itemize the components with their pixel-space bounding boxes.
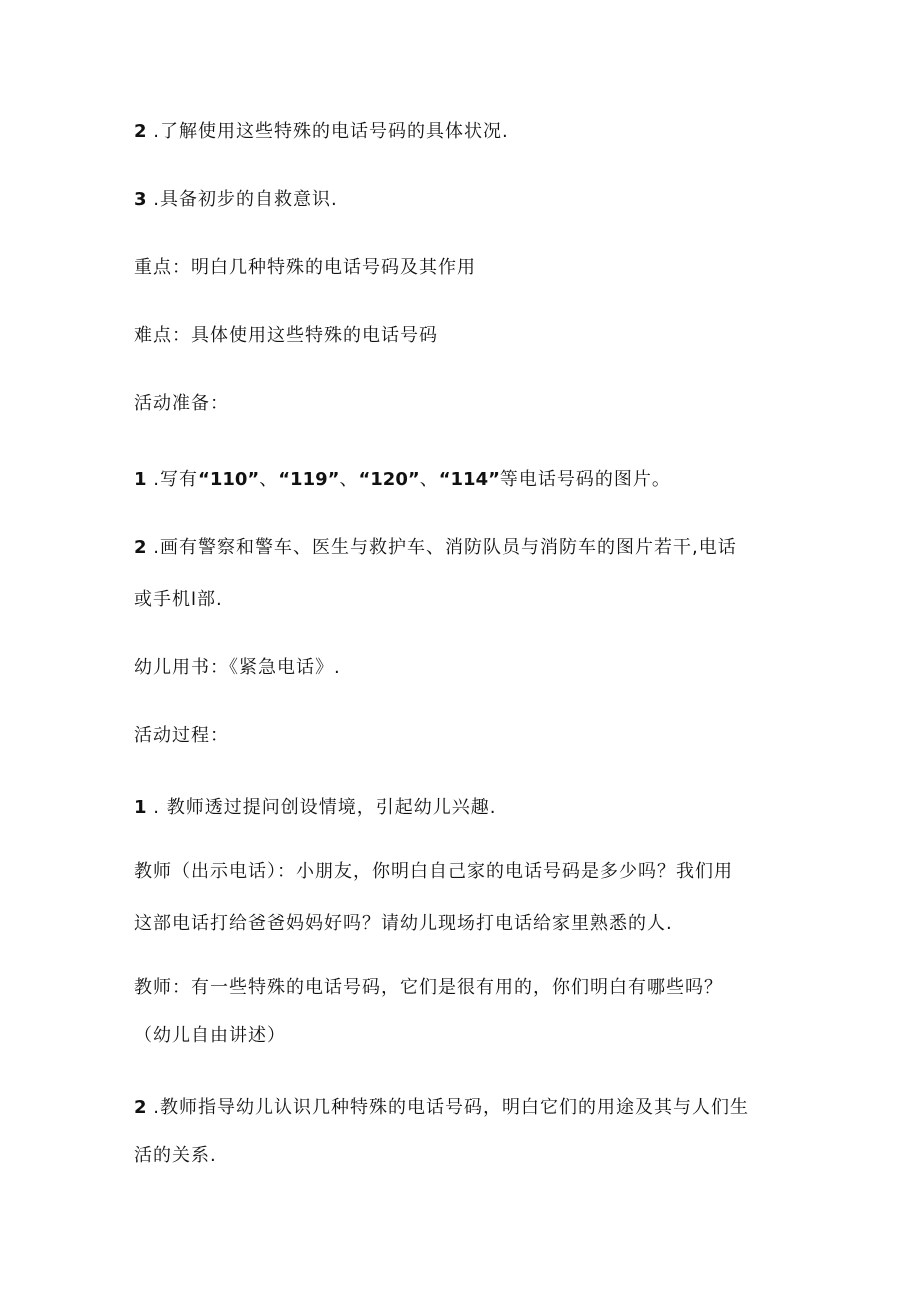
list-text: .画有警察和警车、医生与救护车、消防队员与消防车的图片若干,电话 <box>146 537 737 558</box>
separator: 、 <box>419 469 439 490</box>
phone-number-110: “110” <box>197 469 260 490</box>
preparation-1 <box>134 468 671 492</box>
children-book: 幼儿用书：《紧急电话》. <box>134 657 341 678</box>
list-text: .写有 <box>146 469 198 490</box>
list-number: 1 <box>134 469 147 490</box>
key-point: 重点：明白几种特殊的电话号码及其作用 <box>134 257 476 278</box>
process-2-continued: 活的关系. <box>134 1145 217 1166</box>
process-2 <box>134 1096 749 1120</box>
list-text: .了解使用这些特殊的电话号码的具体状况. <box>146 121 509 142</box>
separator: 、 <box>259 469 279 490</box>
phone-number-114: “114” <box>438 469 500 490</box>
teacher-dialogue-2: 教师：有一些特殊的电话号码，它们是很有用的，你们明白有哪些吗？ <box>134 977 723 998</box>
list-number: 2 <box>134 1097 147 1118</box>
separator: 、 <box>339 469 359 490</box>
objective-3 <box>134 188 338 212</box>
list-text: . 教师透过提问创设情境，引起幼儿兴趣. <box>146 797 497 818</box>
list-number: 3 <box>134 189 147 210</box>
difficult-point: 难点：具体使用这些特殊的电话号码 <box>134 325 438 346</box>
list-number: 1 <box>134 797 147 818</box>
preparation-2-continued: 或手机l部. <box>134 589 223 610</box>
list-text: .教师指导幼儿认识几种特殊的电话号码，明白它们的用途及其与人们生 <box>146 1097 749 1118</box>
phone-number-119: “119” <box>278 469 340 490</box>
process-1 <box>134 796 496 820</box>
children-response: （幼儿自由讲述） <box>134 1025 286 1046</box>
objective-2 <box>134 120 509 144</box>
teacher-dialogue-1: 教师（出示电话）：小朋友，你明白自己家的电话号码是多少吗？我们用 <box>134 861 733 882</box>
phone-number-120: “120” <box>358 469 420 490</box>
section-heading-preparation: 活动准备： <box>134 393 229 414</box>
list-number: 2 <box>134 121 147 142</box>
list-text: 等电话号码的图片。 <box>499 469 671 490</box>
preparation-2 <box>134 536 737 560</box>
section-heading-process: 活动过程： <box>134 725 229 746</box>
list-number: 2 <box>134 537 147 558</box>
list-text: .具备初步的自救意识. <box>146 189 338 210</box>
teacher-dialogue-1-continued: 这部电话打给爸爸妈妈好吗？请幼儿现场打电话给家里熟悉的人. <box>134 913 673 934</box>
